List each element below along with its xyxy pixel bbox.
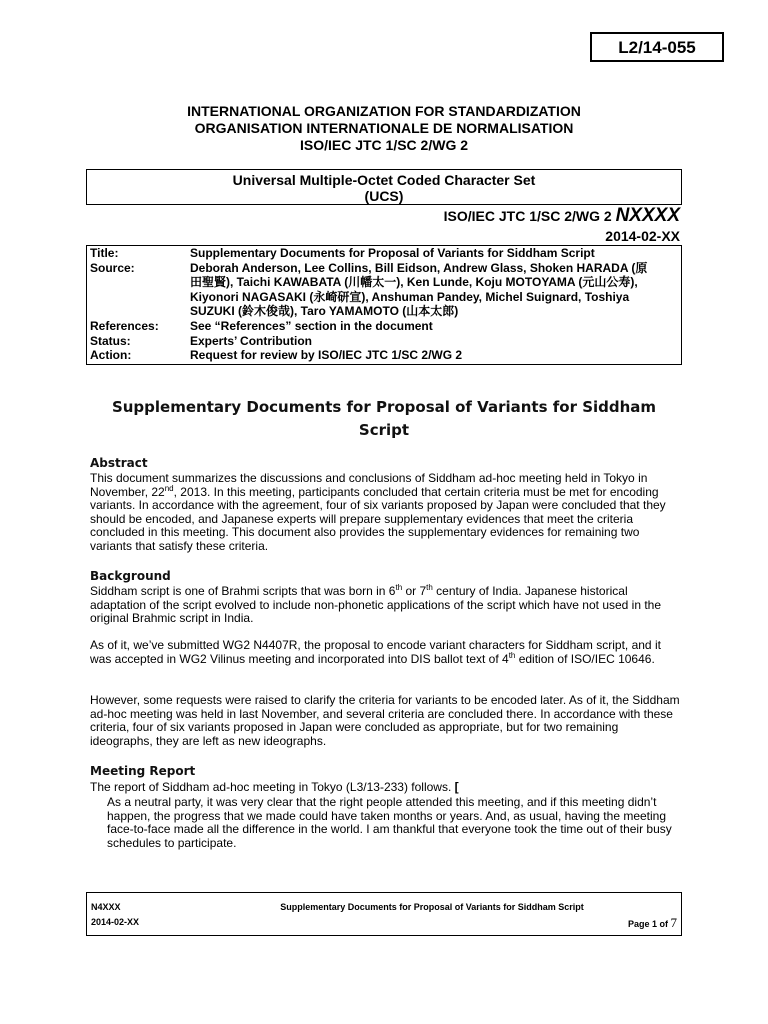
meeting-intro-text: The report of Siddham ad-hoc meeting in Tokyo (L3/13-233) follows. xyxy=(90,780,452,794)
footer-doc-number: N4XXX xyxy=(91,902,121,912)
meta-status-row xyxy=(90,334,678,349)
org-committee: ISO/IEC JTC 1/SC 2/WG 2 xyxy=(299,137,469,153)
meta-action-value: Request for review by ISO/IEC JTC 1/SC 2/WG 2 xyxy=(190,348,463,363)
source-line: 田聖賢), Taichi KAWABATA (川幡太一), Ken Lunde, Koju MOTOYAMA (元山公寿), xyxy=(190,275,638,290)
footer-date: 2014-02-XX xyxy=(91,917,140,927)
abstract-text: , 2013. In this meeting, participants concluded that certain criteria must be met for encoding variants. In accordance with the agreement, four of six variants proposed by Japan were concluded that they should be encoded, and Japanese experts will prepare supplementary evidences that meet the criteria concluded in this meeting. This document also provides the supplementary evidences for remaining two variants that satisfy these criteria. xyxy=(90,484,666,553)
source-line: Kiyonori NAGASAKI (永崎研宣), Anshuman Pandey, Michel Suignard, Toshiya xyxy=(190,289,630,304)
meta-source-label: Source: xyxy=(90,260,135,275)
meta-title-label: Title: xyxy=(90,246,119,260)
footer-page-number xyxy=(628,915,677,931)
abstract-paragraph xyxy=(90,472,682,553)
meta-references-label: References: xyxy=(90,318,159,333)
metadata-table xyxy=(86,245,682,365)
background-paragraph-3: However, some requests were raised to clarify the criteria for variants to be encoded later. As of it, the Siddham ad-hoc meeting was held in last November, and several criteria are concluded there. In accordance with these criteria, four of six variants proposed in Japan were concluded as appropriate, but for two remaining ideographs, they are left as new ideographs. xyxy=(90,693,680,748)
meta-title-value: Supplementary Documents for Proposal of Variants for Siddham Script xyxy=(190,246,595,260)
document-date: 2014-02-XX xyxy=(605,228,680,244)
wg-prefix: ISO/IEC JTC 1/SC 2/WG 2 xyxy=(443,208,612,224)
ordinal-suffix: nd xyxy=(164,483,174,493)
background-heading: Background xyxy=(90,569,171,583)
abstract-text: This document summarizes the discussions and conclusions of Siddham ad-hoc meeting held in Tokyo in November, 22 xyxy=(90,471,648,499)
footer-page-prefix: Page 1 of xyxy=(627,919,668,929)
background-text: As of it, we’ve submitted WG2 N4407R, the proposal to encode variant characters for Siddham script, and it was accepted in WG2 Vilinus meeting and incorporated into DIS ballot text of 4 xyxy=(90,638,661,666)
org-name-fr: ORGANISATION INTERNATIONALE DE NORMALISATION xyxy=(194,120,574,136)
background-text: century of India. Japanese historical adaptation of the script evolved to include non-phonetic applications of the script which have not used in the original Brahmic script in India. xyxy=(90,584,662,625)
ucs-title: Universal Multiple-Octet Coded Character Set xyxy=(232,172,536,188)
meeting-quote: As a neutral party, it was very clear that the right people attended this meeting, and if this meeting didn’t happen, the progress that we made could have taken months or years. And, as usual, having the meeting face-to-face made all the difference in the world. I am thankful that everyone took the time out of their busy schedules to participate. xyxy=(107,795,672,850)
ucs-abbrev: (UCS) xyxy=(364,188,404,204)
background-paragraph-2 xyxy=(90,639,682,666)
bracket-marker: [ xyxy=(454,780,459,794)
footer-title: Supplementary Documents for Proposal of Variants for Siddham Script xyxy=(280,902,584,912)
org-name-en: INTERNATIONAL ORGANIZATION FOR STANDARDIZATION xyxy=(187,103,581,119)
meeting-intro xyxy=(90,781,682,795)
wg-document-id xyxy=(444,206,680,226)
meeting-report-heading: Meeting Report xyxy=(90,764,196,778)
wg-number: NXXXX xyxy=(615,205,680,226)
background-text: edition of ISO/IEC 10646. xyxy=(515,651,655,666)
ucs-title-box xyxy=(86,169,682,205)
meta-source-value xyxy=(190,261,678,319)
ordinal-suffix: th xyxy=(508,650,516,660)
source-line: SUZUKI (鈴木俊哉), Taro YAMAMOTO (山本太郎) xyxy=(190,304,459,319)
meta-references-value: See “References” section in the document xyxy=(190,318,433,333)
background-paragraph-1 xyxy=(90,585,682,626)
meta-title-row xyxy=(90,246,678,261)
meta-status-value: Experts’ Contribution xyxy=(190,333,313,348)
footer-page-total: 7 xyxy=(670,915,677,930)
ordinal-suffix: th xyxy=(426,583,433,592)
meta-action-label: Action: xyxy=(90,348,132,363)
meta-references-row xyxy=(90,319,678,334)
background-text: Siddham script is one of Brahmi scripts that was born in 6 xyxy=(90,584,396,598)
document-number: L2/14-055 xyxy=(590,32,724,62)
abstract-heading: Abstract xyxy=(90,456,148,470)
meta-status-label: Status: xyxy=(90,333,131,348)
page-footer xyxy=(86,892,682,936)
document-title xyxy=(86,396,682,442)
document-title-line: Script xyxy=(358,421,410,439)
meta-source-row xyxy=(90,261,678,319)
background-text: or 7 xyxy=(402,584,427,598)
ordinal-suffix: th xyxy=(395,583,403,592)
document-title-line: Supplementary Documents for Proposal of Variants for Siddham xyxy=(111,398,657,416)
meta-action-row xyxy=(90,348,678,363)
source-line: Deborah Anderson, Lee Collins, Bill Eidson, Andrew Glass, Shoken HARADA (原 xyxy=(190,260,648,275)
